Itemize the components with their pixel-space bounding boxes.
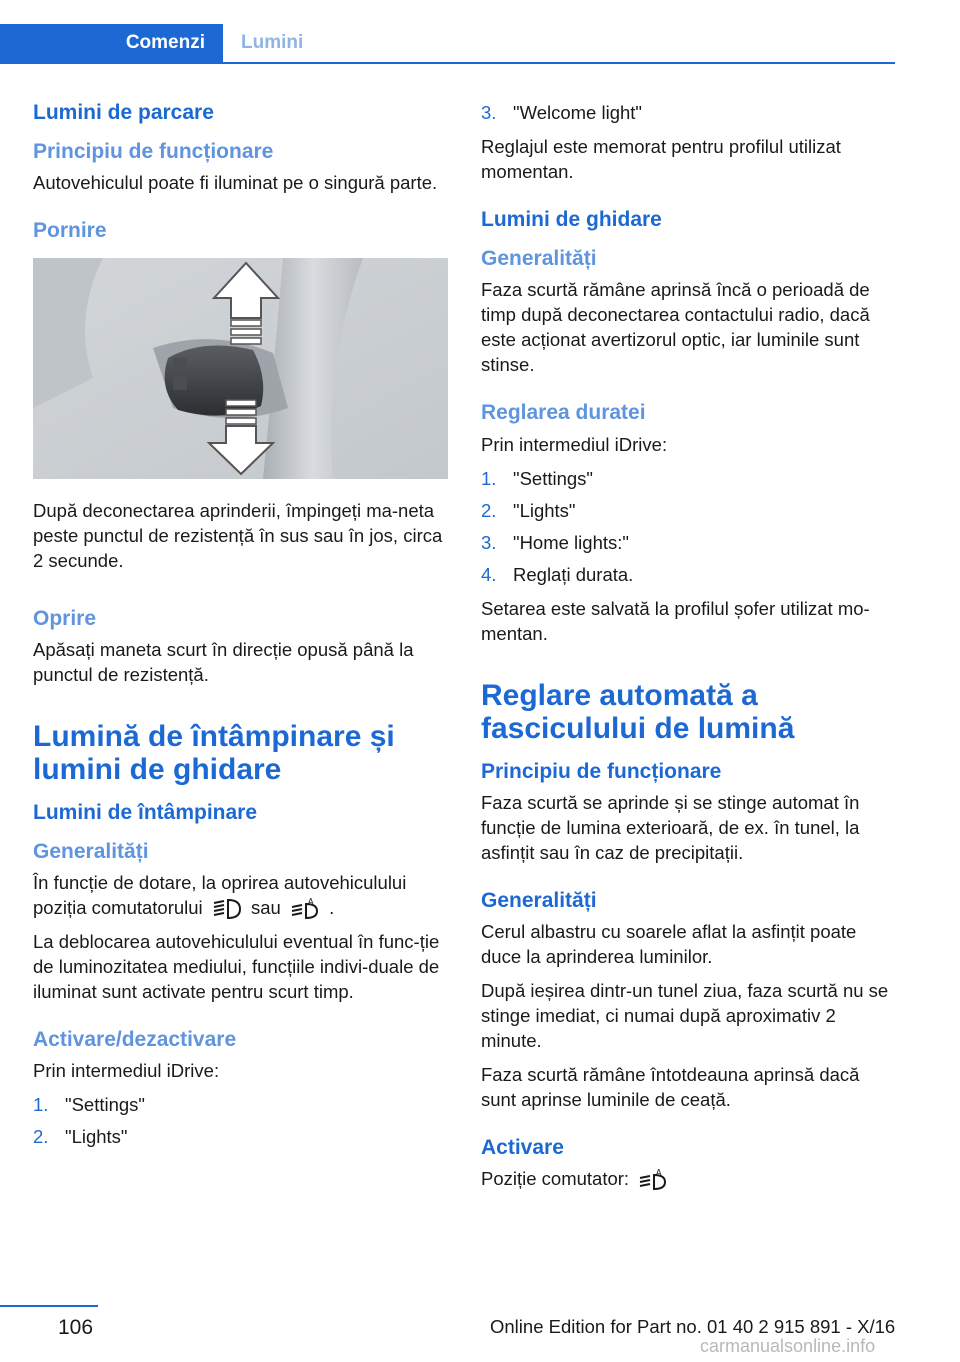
auto-headlight-icon: [290, 898, 320, 920]
duration-steps: [481, 466, 896, 587]
activation-steps: [33, 1092, 448, 1149]
right-column: [481, 100, 896, 1200]
general-text: În funcție de dotare, la oprirea autovehiculului poziția comutatorului sau A .: [33, 870, 448, 920]
guide-general-title: Generalități: [481, 247, 597, 271]
watermark: carmanualsonline.info: [700, 1336, 876, 1356]
auto-general-text-2: După ieșirea dintr-un tunel ziua, faza scurtă nu se stinge imediat, ci numai după aproximativ 2 minute.: [481, 979, 889, 1051]
principle-title: Principiu de funcționare: [33, 140, 274, 164]
auto-principle-text: Faza scurtă se aprinde și se stinge automat în funcție de lumina exterioară, de ex. în tunel, la asfințit sau în caz de precipitații.: [481, 791, 860, 863]
left-column: [33, 100, 448, 1158]
list-item: 1. "Settings": [33, 1094, 145, 1116]
start-text: După deconectarea aprinderii, împingeți ma-neta peste punctul de rezistență în sus sau în jos, circa 2 secunde.: [33, 499, 443, 571]
stop-text: Apăsați maneta scurt în direcție opusă până la punctul de rezistență.: [33, 638, 414, 685]
duration-title: Reglarea duratei: [481, 401, 646, 425]
activation-title: Activare/dezactivare: [33, 1028, 237, 1052]
parking-lights-title: Lumini de parcare: [33, 101, 214, 124]
tab-comenzi[interactable]: Comenzi: [0, 24, 223, 62]
duration-intro: Prin intermediul iDrive:: [481, 433, 668, 455]
auto-principle-title: Principiu de funcționare: [481, 759, 722, 783]
principle-text: Autovehiculul poate fi iluminat pe o singură parte.: [33, 172, 438, 194]
activate-title: Activare: [481, 1135, 564, 1159]
guide-lights-title: Lumini de ghidare: [481, 208, 662, 231]
auto-general-text-3: Faza scurtă rămâne întotdeauna aprinsă dacă sunt aprinse luminile de ceață.: [481, 1063, 860, 1110]
auto-general-title: Generalități: [481, 888, 597, 912]
general-text-2: La deblocarea autovehiculului eventual în func-ție de luminozitatea mediului, funcțiile indivi-duale de iluminat sunt activate pentru scurt timp.: [33, 931, 440, 1003]
footer-rule: [0, 1305, 98, 1307]
auto-beam-section-title: Reglare automată a fasciculului de lumină: [481, 678, 795, 745]
page-number: 106: [58, 1316, 94, 1339]
list-item: 3. "Home lights:": [481, 531, 629, 553]
activation-steps-continued: [481, 100, 896, 125]
general-title: Generalități: [33, 839, 149, 863]
list-item: 2. "Lights": [481, 499, 576, 521]
list-item: 4. Reglați durata.: [481, 563, 634, 585]
low-beam-icon: [212, 898, 242, 920]
tab-lumini[interactable]: Lumini: [241, 32, 304, 53]
welcome-lights-title: Lumini de întâmpinare: [33, 800, 258, 824]
stop-title: Oprire: [33, 606, 97, 630]
list-item: 3. "Welcome light": [481, 102, 642, 123]
saved-text: Reglajul este memorat pentru profilul utilizat momentan.: [481, 136, 841, 182]
welcome-section-title: Lumină de întâmpinare și lumini de ghidare: [33, 719, 395, 786]
list-item: 1. "Settings": [481, 467, 593, 489]
turn-signal-lever-illustration: [33, 258, 448, 479]
duration-saved-text: Setarea este salvată la profilul șofer utilizat mo-mentan.: [481, 597, 870, 644]
auto-headlight-icon: [638, 1169, 668, 1191]
auto-general-text-1: Cerul albastru cu soarele aflat la asfințit poate duce la aprinderea luminilor.: [481, 920, 857, 967]
activate-text: Poziție comutator: A: [481, 1166, 896, 1191]
svg-text:A: A: [656, 1169, 662, 1178]
header-tabbar: [0, 24, 895, 64]
edition-text: Online Edition for Part no. 01 40 2 915 891 - X/16: [490, 1316, 896, 1337]
list-item: 2. "Lights": [33, 1126, 128, 1148]
activation-intro: Prin intermediul iDrive:: [33, 1060, 220, 1082]
svg-text:A: A: [307, 898, 314, 907]
guide-general-text: Faza scurtă rămâne aprinsă încă o perioadă de timp după deconectarea contactului radio, dacă este acționat avertizorul optic, iar luminile sunt stinse.: [481, 279, 870, 376]
start-title: Pornire: [33, 219, 107, 243]
